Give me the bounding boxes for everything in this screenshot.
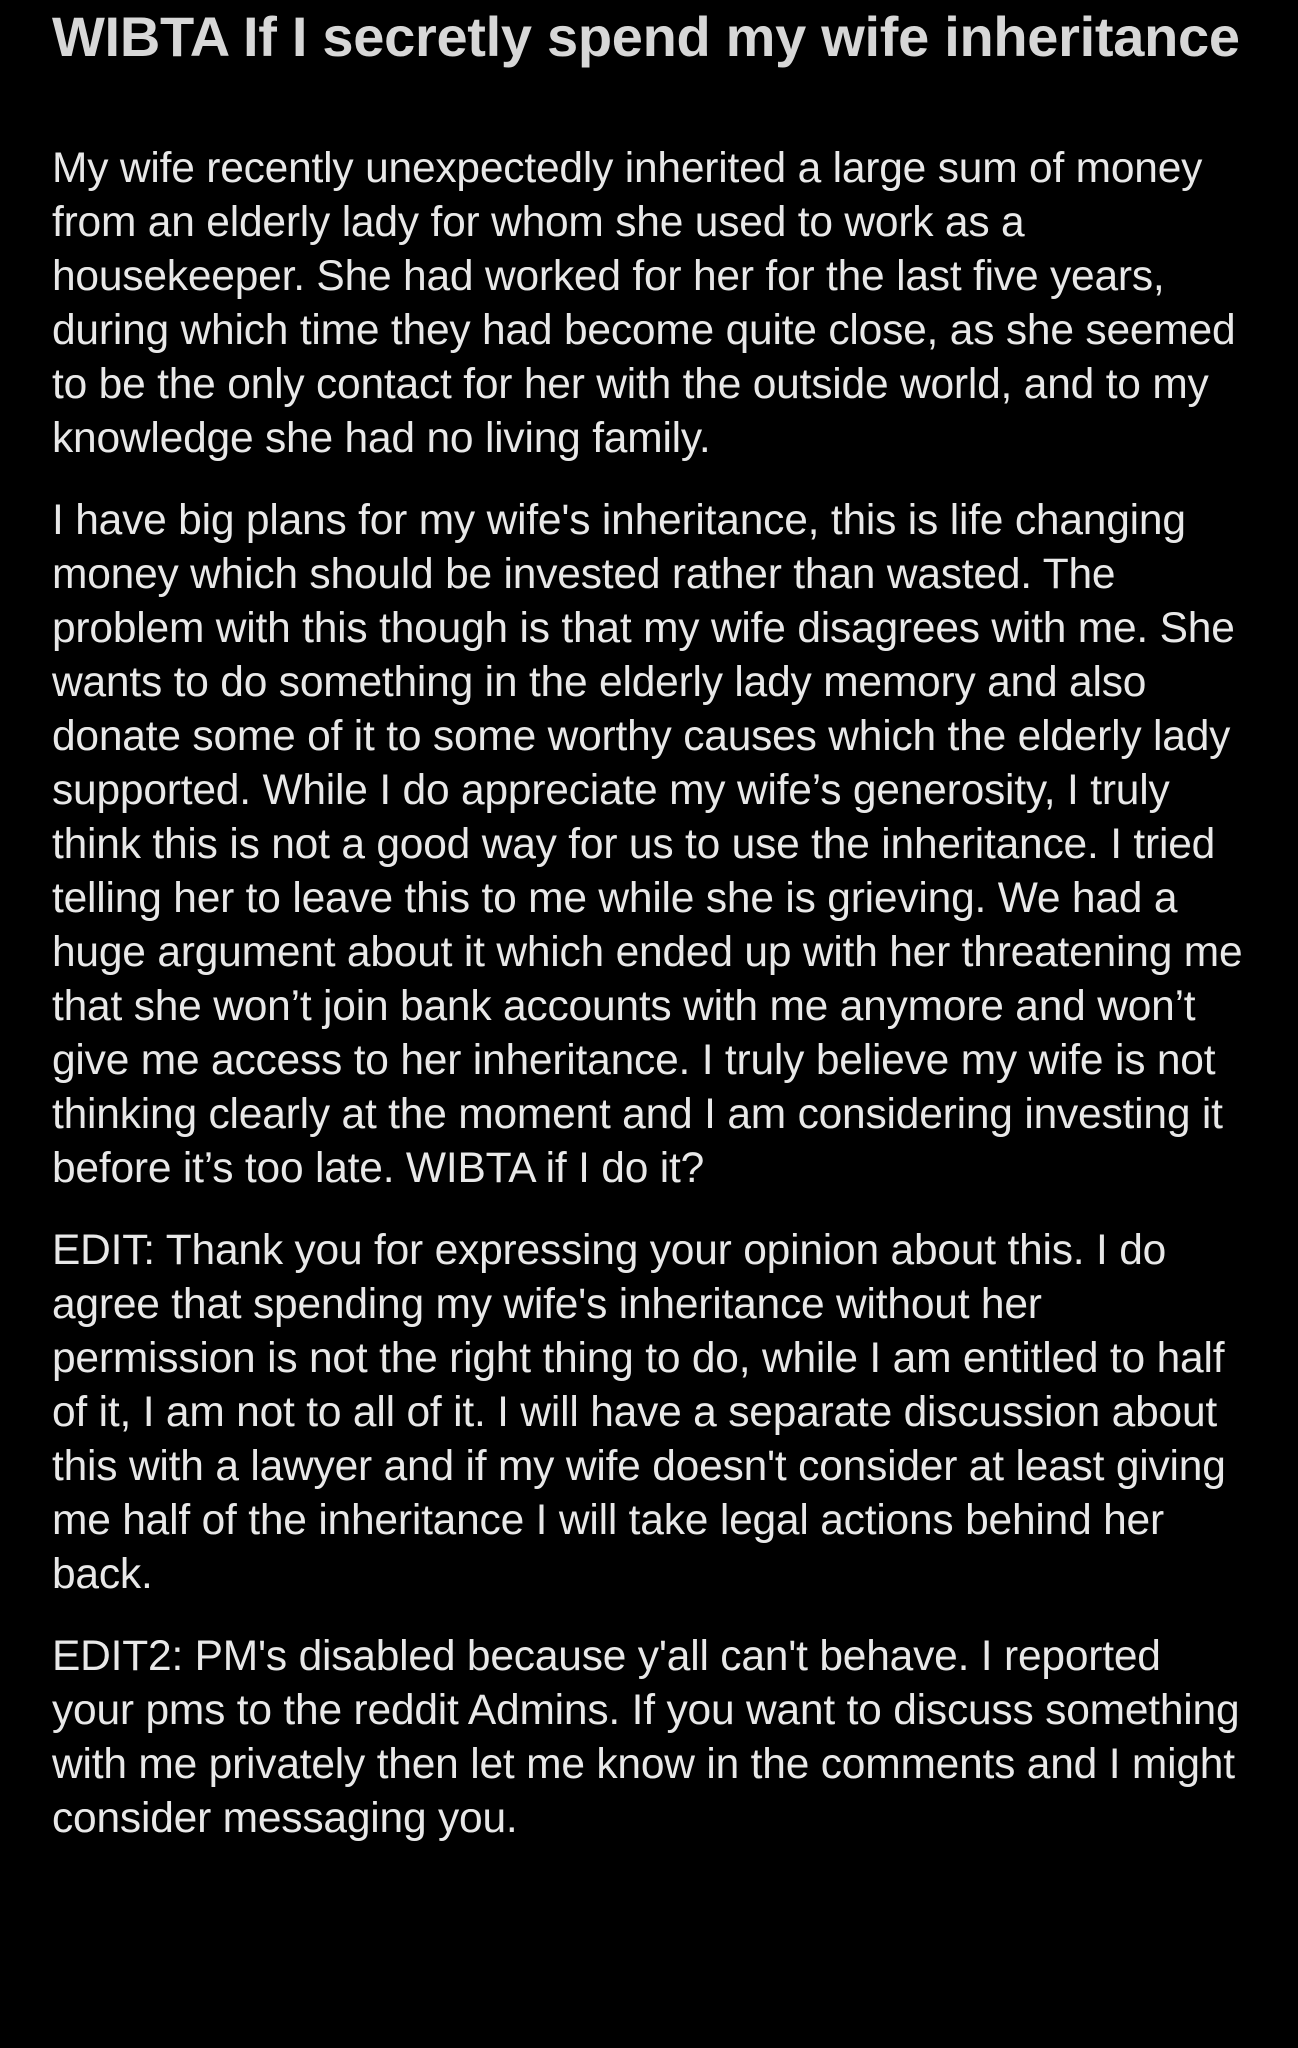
post-paragraph: My wife recently unexpectedly inherited a large sum of money from an elderly lady for whom she used to work as a housekeeper. She had worked for her for the last five years, during which time they had become quite close, as she seemed to be the only contact for her with the outside world, and to my knowledge she had no living family. (52, 145, 1236, 462)
post-paragraph-edit: EDIT: Thank you for expressing your opinion about this. I do agree that spending my wife's inheritance without her permission is not the right thing to do, while I am entitled to half of it, I am not to all of it. I will have a separate discussion about this with a lawyer and if my wife doesn't consider at least giving me half of the inheritance I will take legal actions behind her back. (52, 1227, 1226, 1598)
post-paragraph-edit2: EDIT2: PM's disabled because y'all can't behave. I reported your pms to the reddit Admins. If you want to discuss something with me privately then let me know in the comments and I might consider messaging you. (52, 1633, 1240, 1842)
post-body (52, 142, 1252, 1846)
post-container (52, 0, 1252, 1846)
post-paragraph: I have big plans for my wife's inheritance, this is life changing money which should be invested rather than wasted. The problem with this though is that my wife disagrees with me. She wants to do something in the elderly lady memory and also donate some of it to some worthy causes which the elderly lady supported. While I do appreciate my wife’s generosity, I truly think this is not a good way for us to use the inheritance. I tried telling her to leave this to me while she is grieving. We had a huge argument about it which ended up with her threatening me that she won’t join bank accounts with me anymore and won’t give me access to her inheritance. I truly believe my wife is not thinking clearly at the moment and I am considering investing it before it’s too late. WIBTA if I do it? (52, 497, 1243, 1192)
post-title: WIBTA If I secretly spend my wife inheritance (52, 5, 1240, 68)
